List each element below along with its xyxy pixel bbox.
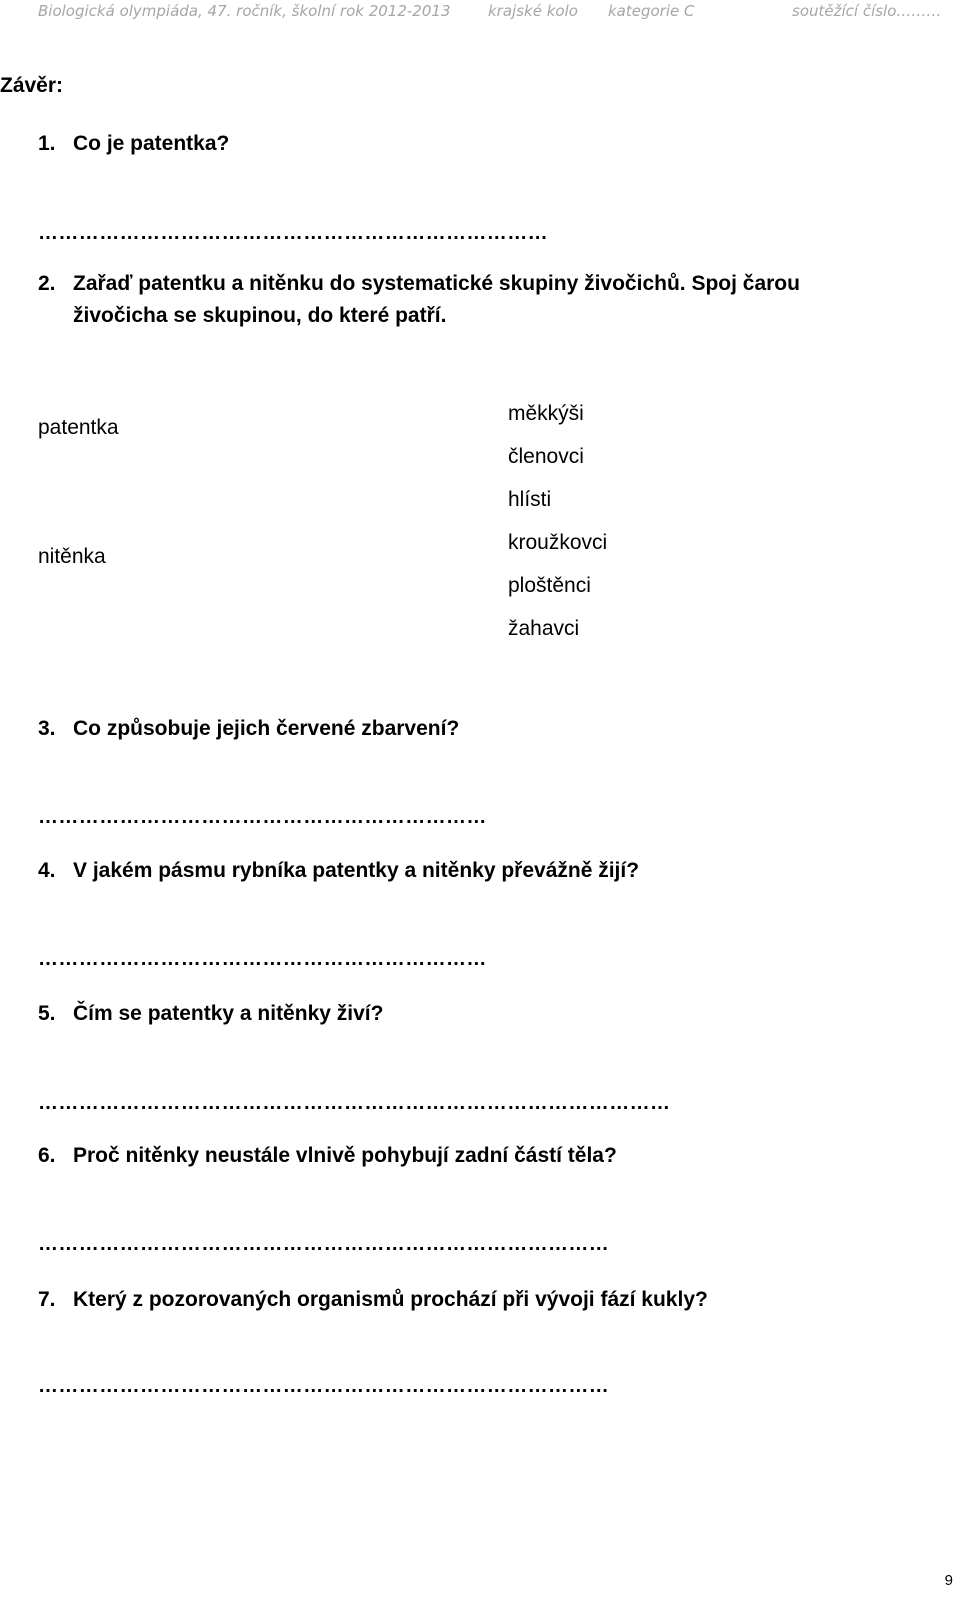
question-number: 3. (38, 717, 56, 740)
header-category: kategorie C (608, 2, 695, 20)
match-group-zahavci[interactable]: žahavci (508, 617, 580, 640)
question-number: 6. (38, 1144, 56, 1167)
question-2 (38, 272, 938, 298)
section-title: Závěr: (0, 74, 64, 97)
question-4 (38, 859, 938, 885)
question-1 (38, 132, 938, 158)
match-group-krouzkovci[interactable]: kroužkovci (508, 531, 608, 554)
answer-line-1[interactable]: ………………………………………………………………… (38, 222, 548, 244)
question-6 (38, 1144, 938, 1170)
page-number: 9 (944, 1572, 953, 1589)
answer-line-5[interactable]: ………………………………………………………………………………… (38, 1092, 671, 1114)
answer-line-7[interactable]: ………………………………………………………………………… (38, 1375, 610, 1397)
question-text: Co je patentka? (73, 132, 230, 155)
match-animal-nitenka[interactable]: nitěnka (38, 545, 106, 568)
answer-line-3[interactable]: ………………………………………………………… (38, 806, 487, 828)
match-group-clenovci[interactable]: členovci (508, 445, 584, 468)
page-header (0, 0, 960, 26)
question-text: Proč nitěnky neustále vlnivě pohybují zadní částí těla? (73, 1144, 617, 1167)
question-text: Který z pozorovaných organismů prochází při vývoji fází kukly? (73, 1288, 708, 1311)
question-number: 5. (38, 1002, 56, 1025)
question-7 (38, 1288, 938, 1314)
question-3 (38, 717, 938, 743)
match-group-mekkysi[interactable]: měkkýši (508, 402, 584, 425)
question-5 (38, 1002, 938, 1028)
question-text: Co způsobuje jejich červené zbarvení? (73, 717, 460, 740)
answer-line-4[interactable]: ………………………………………………………… (38, 948, 487, 970)
match-animal-patentka[interactable]: patentka (38, 416, 119, 439)
question-number: 4. (38, 859, 56, 882)
match-group-hlisti[interactable]: hlísti (508, 488, 552, 511)
header-competition: Biologická olympiáda, 47. ročník, školní rok 2012-2013 (38, 2, 451, 20)
answer-line-6[interactable]: ………………………………………………………………………… (38, 1233, 610, 1255)
question-2-line-2: živočicha se skupinou, do které patří. (73, 304, 447, 327)
question-text: V jakém pásmu rybníka patentky a nitěnky převážně žijí? (73, 859, 640, 882)
question-text: Čím se patentky a nitěnky živí? (73, 1002, 384, 1025)
question-text: Zařaď patentku a nitěnku do systematické skupiny živočichů. Spoj čarou (73, 272, 800, 295)
match-group-plostenci[interactable]: ploštěnci (508, 574, 591, 597)
header-round: krajské kolo (488, 2, 578, 20)
question-number: 7. (38, 1288, 56, 1311)
question-number: 2. (38, 272, 56, 295)
header-competitor-number: soutěžící číslo……… (792, 2, 942, 20)
question-number: 1. (38, 132, 56, 155)
